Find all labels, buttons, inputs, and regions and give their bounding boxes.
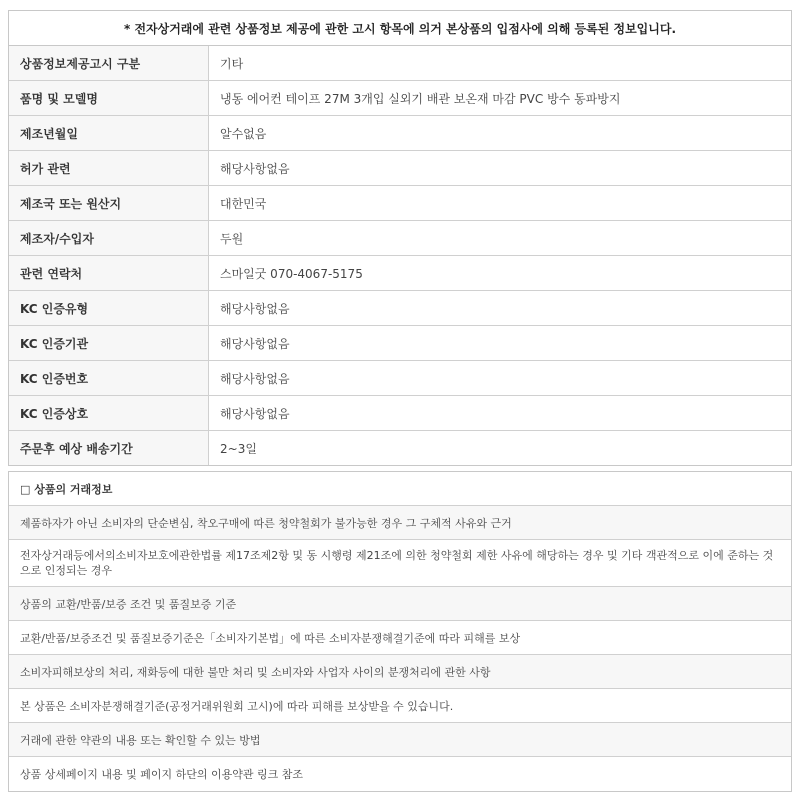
- info-row: [9, 186, 791, 221]
- trade-info-question: 상품의 교환/반품/보증 조건 및 품질보증 기준: [9, 587, 791, 621]
- info-value: 해당사항없음: [220, 371, 290, 386]
- info-value: 기타: [220, 56, 244, 71]
- info-value: 냉동 에어컨 테이프 27M 3개입 실외기 배관 보온재 마감 PVC 방수 동파방지: [220, 91, 621, 106]
- info-value: 두원: [220, 231, 244, 246]
- info-label: 주문후 예상 배송기간: [9, 431, 209, 465]
- info-value: 2~3일: [220, 441, 257, 456]
- info-value: 해당사항없음: [220, 406, 290, 421]
- notice-text: * 전자상거래에 관련 상품정보 제공에 관한 고시 항목에 의거 본상품의 입점사에 의해 등록된 정보입니다.: [9, 11, 791, 46]
- trade-info-question: 소비자피해보상의 처리, 재화등에 대한 불만 처리 및 소비자와 사업자 사이의 분쟁처리에 관한 사항: [9, 655, 791, 689]
- info-value: 해당사항없음: [220, 336, 290, 351]
- info-label: 제조년월일: [9, 116, 209, 150]
- info-row: [9, 151, 791, 186]
- info-value: 대한민국: [220, 196, 267, 211]
- product-info-table: [8, 10, 792, 466]
- info-label: 품명 및 모델명: [9, 81, 209, 115]
- info-label: KC 인증기관: [9, 326, 209, 360]
- trade-info-answer: 전자상거래등에서의소비자보호에관한법률 제17조제2항 및 동 시행령 제21조에 의한 청약철회 제한 사유에 해당하는 경우 및 기타 객관적으로 이에 준하는 것으로 인정되는 경우: [9, 540, 791, 587]
- trade-info-answer: 본 상품은 소비자분쟁해결기준(공정거래위원회 고시)에 따라 피해를 보상받을 수 있습니다.: [9, 689, 791, 723]
- info-label: KC 인증번호: [9, 361, 209, 395]
- info-row: [9, 256, 791, 291]
- trade-info-heading: □ 상품의 거래정보: [9, 472, 791, 506]
- info-row: [9, 326, 791, 361]
- trade-info-question: 제품하자가 아닌 소비자의 단순변심, 착오구매에 따른 청약철회가 불가능한 경우 그 구체적 사유와 근거: [9, 506, 791, 540]
- info-label: 제조자/수입자: [9, 221, 209, 255]
- info-row: [9, 46, 791, 81]
- info-value: 알수없음: [220, 126, 267, 141]
- info-label: 관련 연락처: [9, 256, 209, 290]
- info-row: [9, 396, 791, 431]
- trade-info-answer: 교환/반품/보증조건 및 품질보증기준은「소비자기본법」에 따른 소비자분쟁해결기준에 따라 피해를 보상: [9, 621, 791, 655]
- trade-info-question: 거래에 관한 약관의 내용 또는 확인할 수 있는 방법: [9, 723, 791, 757]
- info-label: 허가 관련: [9, 151, 209, 185]
- info-label: 제조국 또는 원산지: [9, 186, 209, 220]
- info-row: [9, 291, 791, 326]
- info-label: KC 인증상호: [9, 396, 209, 430]
- info-row: [9, 116, 791, 151]
- trade-info-table: [8, 471, 792, 792]
- info-label: 상품정보제공고시 구분: [9, 46, 209, 80]
- info-value: 해당사항없음: [220, 161, 290, 176]
- info-label: KC 인증유형: [9, 291, 209, 325]
- info-value: 해당사항없음: [220, 301, 290, 316]
- info-row: [9, 221, 791, 256]
- trade-info-answer: 상품 상세페이지 내용 및 페이지 하단의 이용약관 링크 참조: [20, 768, 303, 781]
- info-row: [9, 81, 791, 116]
- info-row: [9, 431, 791, 465]
- info-value: 스마일굿 070-4067-5175: [220, 266, 363, 281]
- info-row: [9, 361, 791, 396]
